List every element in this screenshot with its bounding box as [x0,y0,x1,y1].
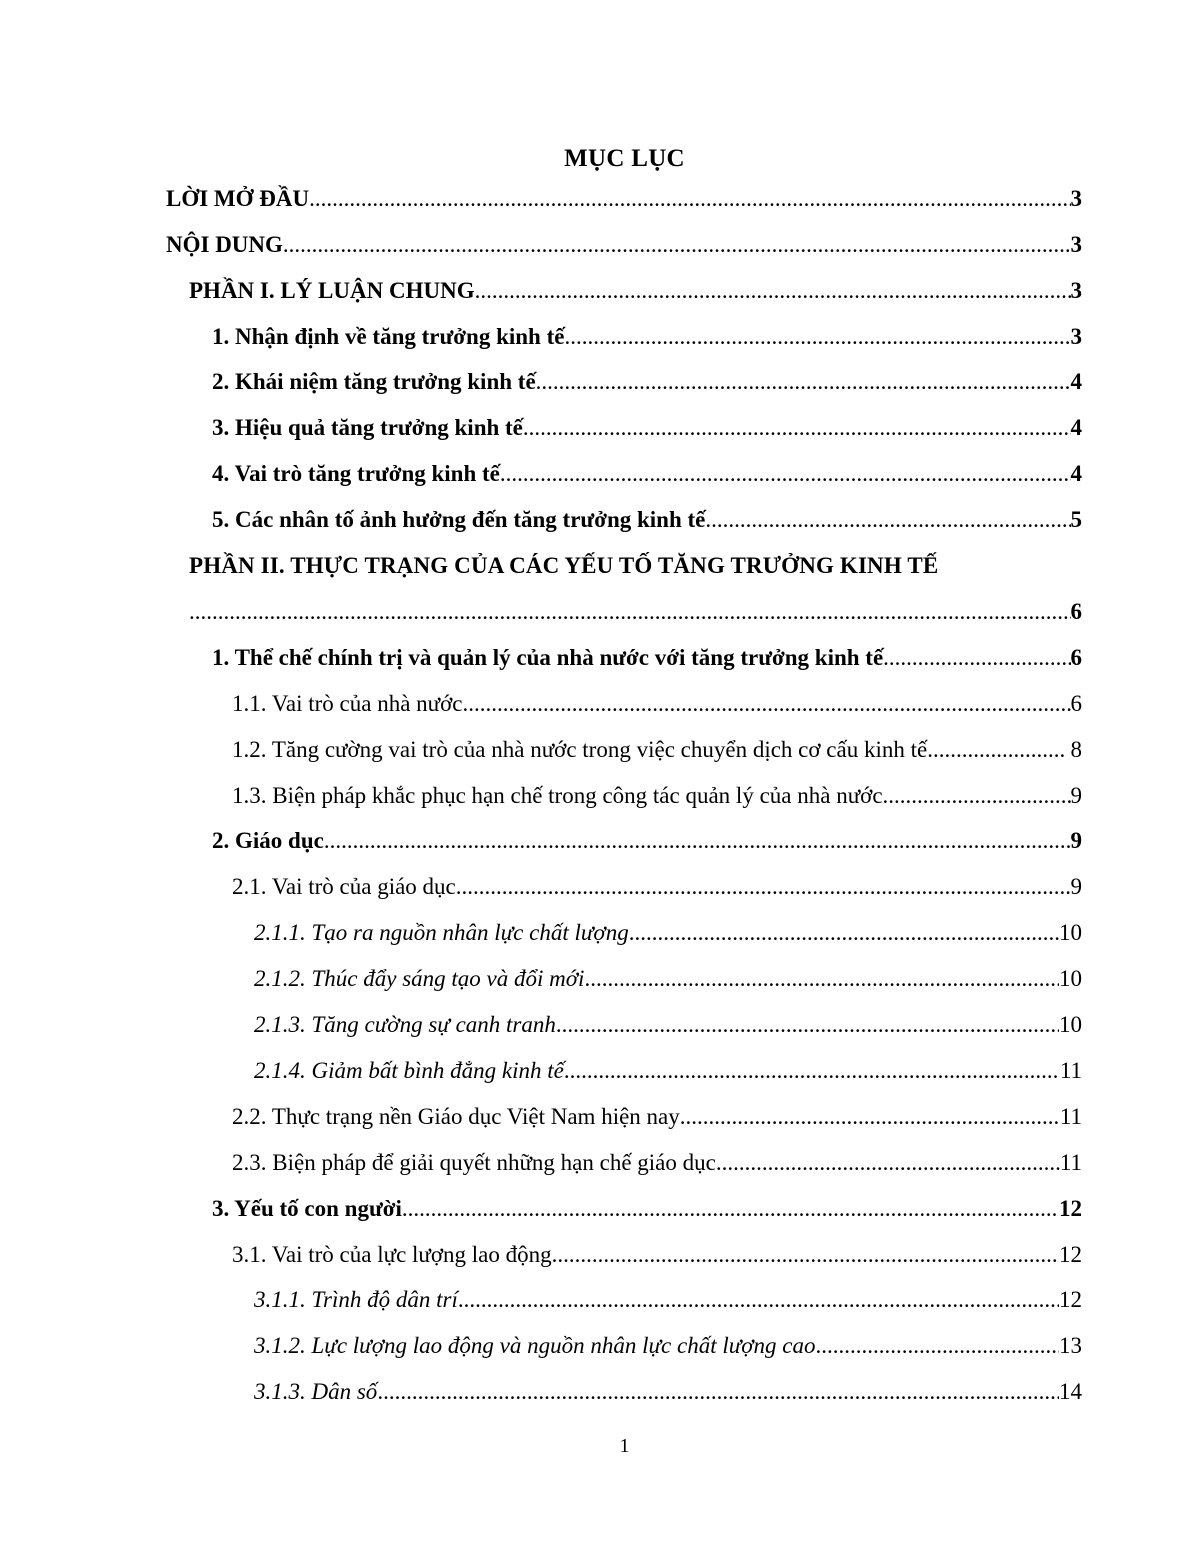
dot-leader [716,1148,1060,1178]
toc-entry-page: 3 [1070,278,1082,303]
toc-entry-title: 3. Hiệu quả tăng trưởng kinh tế [212,415,523,440]
dot-leader [536,367,1071,397]
dot-leader [556,1010,1059,1040]
toc-entry-title: 3.1.2. Lực lượng lao động và nguồn nhân lực chất lượng cao [254,1333,816,1358]
toc-entry-noi-dung[interactable] [166,226,1082,260]
toc-entry-3-hieu-qua[interactable] [212,409,1082,443]
toc-entry-page: 4 [1070,461,1082,486]
dot-leader [189,597,1071,627]
toc-entry-page: 8 [1070,737,1082,762]
toc-entry-title: 2. Khái niệm tăng trưởng kinh tế [212,369,536,394]
toc-entry-page: 12 [1059,1287,1082,1312]
dot-leader [705,505,1070,535]
toc-entry-title: 2. Giáo dục [212,828,324,853]
toc-entry-page: 12 [1059,1242,1082,1267]
toc-entry-title: PHẦN I. LÝ LUẬN CHUNG [189,278,475,303]
dot-leader [523,413,1071,443]
toc-entry-1-3[interactable] [232,777,1082,811]
dot-leader [564,322,1070,352]
toc-entry-4-vai-tro[interactable] [212,455,1082,489]
dot-leader [324,826,1071,856]
toc-entry-2-1-3[interactable] [254,1006,1082,1040]
toc-entry-2-3[interactable] [232,1144,1082,1178]
toc-entry-page: 6 [1070,599,1082,624]
toc-entry-page: 3 [1070,186,1082,211]
toc-entry-3-1-2[interactable] [254,1327,1082,1361]
dot-leader [816,1331,1059,1361]
toc-entry-title: 2.1.3. Tăng cường sự canh tranh [254,1012,556,1037]
toc-entry-title: 2.2. Thực trạng nền Giáo dục Việt Nam hiện nay [232,1104,680,1129]
toc-entry-page: 6 [1070,645,1082,670]
dot-leader [552,1240,1059,1270]
toc-entry-title: 1.2. Tăng cường vai trò của nhà nước trong việc chuyển dịch cơ cấu kinh tế [232,737,928,762]
toc-entry-title: PHẦN II. THỰC TRẠNG CỦA CÁC YẾU TỐ TĂNG TRƯỞNG KINH TẾ [189,553,939,578]
toc-entry-phan-2-title[interactable] [189,547,1082,581]
toc-entry-title: 3.1.1. Trình độ dân trí [254,1287,458,1312]
dot-leader [883,643,1070,673]
page-number: 1 [619,1435,630,1457]
dot-leader [377,1377,1059,1407]
toc-entry-title: 2.1.1. Tạo ra nguồn nhân lực chất lượng [254,920,629,945]
toc-entry-page: 9 [1070,828,1082,853]
page-title: MỤC LỤC [564,145,685,172]
toc-entry-title: 1. Nhận định về tăng trưởng kinh tế [212,324,565,349]
toc-entry-1-2[interactable] [232,731,1082,765]
toc-entry-3-1[interactable] [232,1236,1082,1270]
toc-entry-loi-mo-dau[interactable] [166,180,1082,214]
toc-entry-title: 2.1.2. Thúc đẩy sáng tạo và đổi mới [254,966,585,991]
toc-entry-3-yeu-to-con-nguoi[interactable] [212,1190,1082,1224]
toc-entry-page: 13 [1059,1333,1082,1358]
toc-entry-page: 12 [1059,1196,1082,1221]
toc-entry-page: 10 [1059,966,1082,991]
dot-leader [564,1056,1060,1086]
toc-entry-title: NỘI DUNG [166,232,283,257]
toc-entry-2-khai-niem[interactable] [212,363,1082,397]
toc-entry-page: 10 [1059,1012,1082,1037]
dot-leader [883,781,1071,811]
toc-entry-title: 3.1.3. Dân số [254,1379,378,1404]
toc-entry-2-1-2[interactable] [254,960,1082,994]
toc-entry-2-1-4[interactable] [254,1052,1082,1086]
dot-leader [584,964,1059,994]
toc-entry-title: 1.3. Biện pháp khắc phục hạn chế trong công tác quản lý của nhà nước [232,783,883,808]
toc-entry-title: 2.3. Biện pháp để giải quyết những hạn chế giáo dục [232,1150,716,1175]
toc-entry-phan-1[interactable] [189,272,1082,306]
toc-entry-page: 10 [1059,920,1082,945]
dot-leader [456,872,1071,902]
dot-leader [309,184,1070,214]
toc-entry-1-1[interactable] [232,685,1082,719]
toc-entry-page: 11 [1059,1150,1082,1175]
toc-entry-page: 5 [1070,507,1082,532]
toc-entry-5-nhan-to[interactable] [212,501,1082,535]
toc-entry-phan-2-leader[interactable] [189,593,1082,627]
dot-leader [402,1194,1059,1224]
toc-entry-title: 1.1. Vai trò của nhà nước [232,691,463,716]
toc-entry-page: 6 [1070,691,1082,716]
toc-entry-page: 14 [1059,1379,1082,1404]
toc-entry-2-1-1[interactable] [254,914,1082,948]
toc-entry-page: 11 [1059,1058,1082,1083]
toc-entry-title: 2.1.4. Giảm bất bình đẳng kinh tế [254,1058,564,1083]
dot-leader [458,1285,1059,1315]
toc-entry-2-giao-duc[interactable] [212,822,1082,856]
toc-entry-2-1[interactable] [232,868,1082,902]
toc-entry-title: 4. Vai trò tăng trưởng kinh tế [212,461,500,486]
dot-leader [927,735,1064,765]
toc-entry-page: 4 [1070,415,1082,440]
toc-entry-page: 9 [1070,783,1082,808]
toc-entry-page: 3 [1070,232,1082,257]
dot-leader [680,1102,1060,1132]
toc-entry-page: 4 [1070,369,1082,394]
toc-entry-page: 3 [1070,324,1082,349]
toc-entry-2-2[interactable] [232,1098,1082,1132]
toc-entry-title: LỜI MỞ ĐẦU [166,186,310,211]
dot-leader [629,918,1059,948]
dot-leader [500,459,1071,489]
dot-leader [283,230,1071,260]
toc-entry-title: 3.1. Vai trò của lực lượng lao động [232,1242,552,1267]
toc-entry-title: 3. Yếu tố con người [212,1196,402,1221]
toc-entry-3-1-3[interactable] [254,1373,1082,1407]
toc-entry-page: 9 [1070,874,1082,899]
toc-entry-title: 1. Thể chế chính trị và quản lý của nhà nước với tăng trưởng kinh tế [212,645,884,670]
toc-entry-title: 2.1. Vai trò của giáo dục [232,874,456,899]
toc-entry-3-1-1[interactable] [254,1281,1082,1315]
dot-leader [463,689,1071,719]
toc-entry-title: 5. Các nhân tố ảnh hưởng đến tăng trưởng kinh tế [212,507,706,532]
toc-entry-1-nhan-dinh[interactable] [212,318,1082,352]
toc-entry-page: 11 [1059,1104,1082,1129]
dot-leader [475,276,1071,306]
toc-entry-1-the-che[interactable] [212,639,1082,673]
